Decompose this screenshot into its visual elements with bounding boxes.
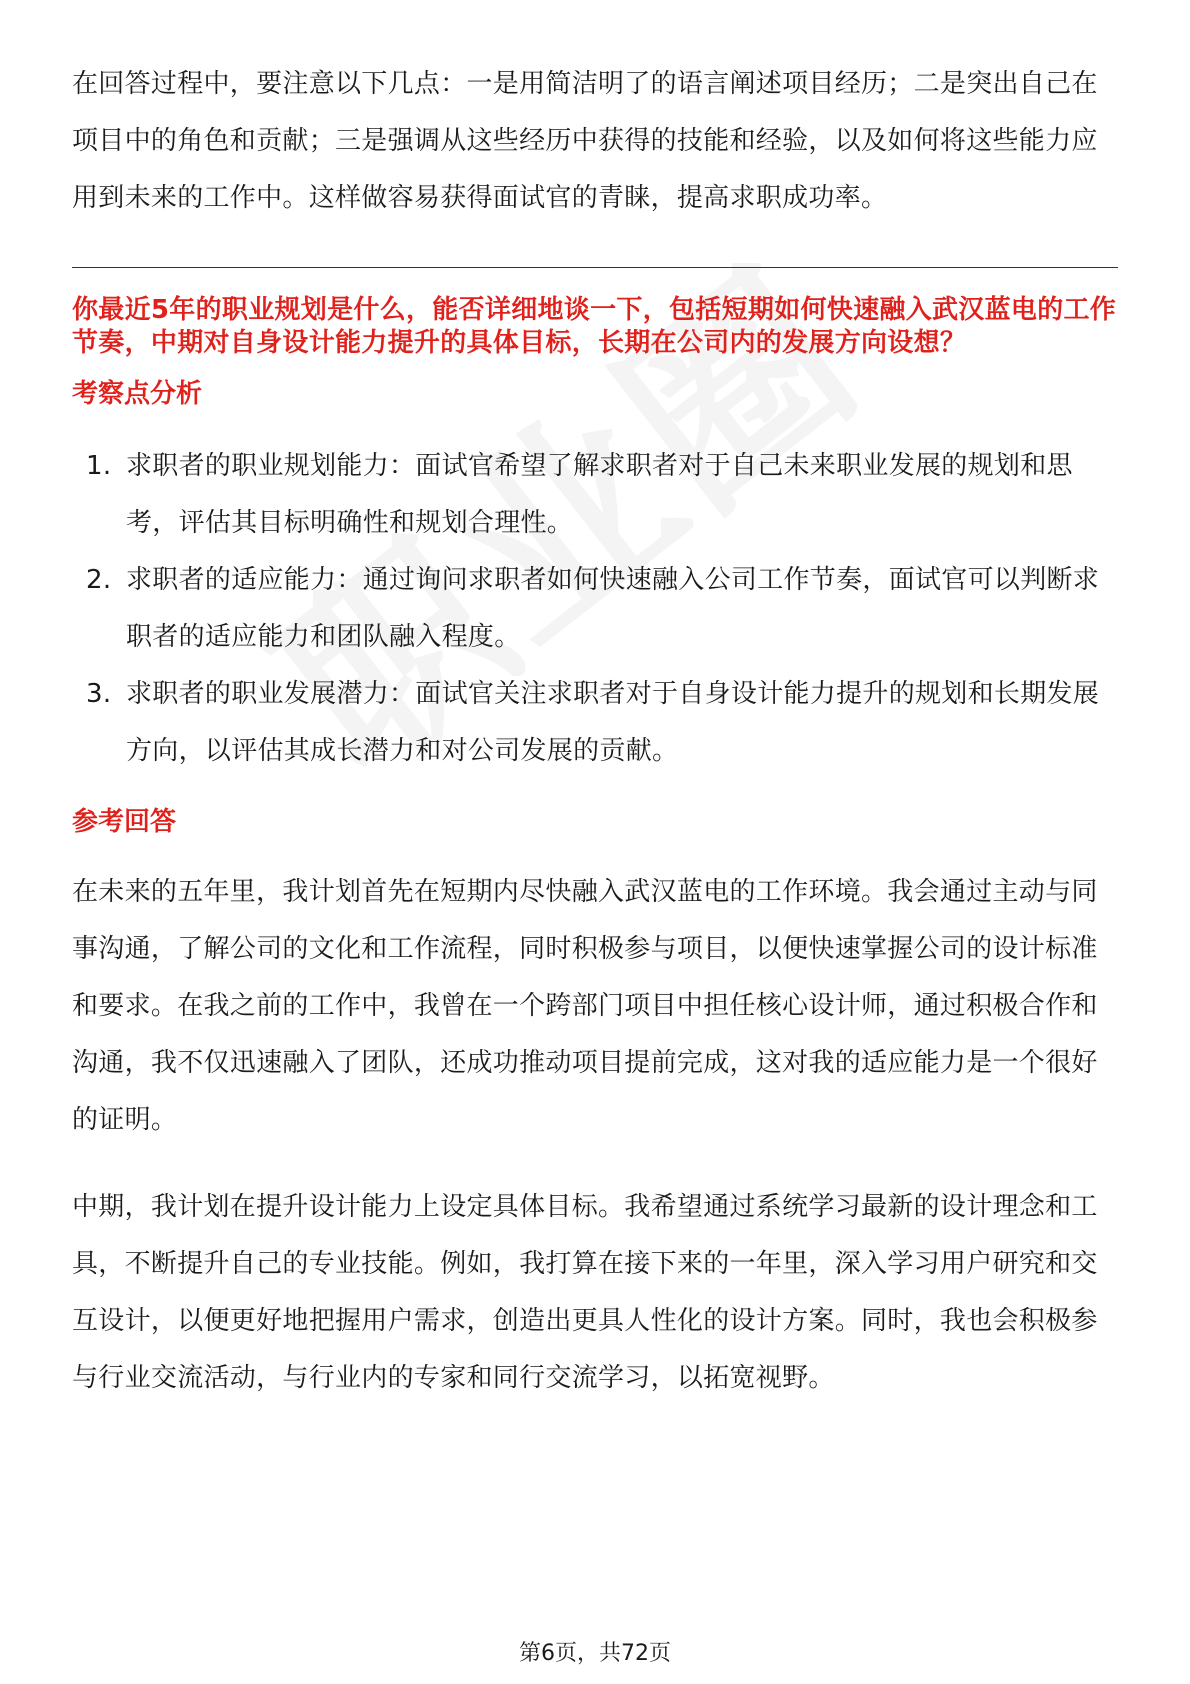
list-item-number: 2. — [86, 565, 112, 595]
interview-question: 你最近5年的职业规划是什么，能否详细地谈一下，包括短期如何快速融入武汉蓝电的工作节奏，中期对自身设计能力提升的具体目标，长期在公司内的发展方向设想？ — [72, 295, 1117, 358]
analysis-list — [72, 438, 1118, 780]
intro-paragraph: 在回答过程中，要注意以下几点：一是用简洁明了的语言阐述项目经历；二是突出自己在项目中的角色和贡献；三是强调从这些经历中获得的技能和经验，以及如何将这些能力应用到未来的工作中。这样做容易获得面试官的青睐，提高求职成功率。 — [72, 69, 1098, 213]
page-content — [72, 56, 1118, 1407]
section-divider — [72, 267, 1118, 268]
analysis-title: 考察点分析 — [72, 379, 203, 409]
list-item-text: 求职者的适应能力：通过询问求职者如何快速融入公司工作节奏，面试官可以判断求职者的适应能力和团队融入程度。 — [126, 565, 1100, 652]
list-item — [72, 438, 1118, 552]
list-item-number: 3. — [86, 679, 112, 709]
answer-paragraph: 中期，我计划在提升设计能力上设定具体目标。我希望通过系统学习最新的设计理念和工具，不断提升自己的专业技能。例如，我打算在接下来的一年里，深入学习用户研究和交互设计，以便更好地把握用户需求，创造出更具人性化的设计方案。同时，我也会积极参与行业交流活动，与行业内的专家和同行交流学习，以拓宽视野。 — [72, 1192, 1098, 1393]
answer-paragraph: 在未来的五年里，我计划首先在短期内尽快融入武汉蓝电的工作环境。我会通过主动与同事沟通，了解公司的文化和工作流程，同时积极参与项目，以便快速掌握公司的设计标准和要求。在我之前的工作中，我曾在一个跨部门项目中担任核心设计师，通过积极合作和沟通，我不仅迅速融入了团队，还成功推动项目提前完成，这对我的适应能力是一个很好的证明。 — [72, 877, 1098, 1135]
page-number-footer: 第6页，共72页 — [519, 1641, 671, 1666]
list-item-text: 求职者的职业规划能力：面试官希望了解求职者对于自己未来职业发展的规划和思考，评估其目标明确性和规划合理性。 — [126, 451, 1073, 538]
list-item — [72, 552, 1118, 666]
answer-title: 参考回答 — [72, 807, 177, 837]
list-item-number: 1. — [86, 451, 112, 481]
list-item-text: 求职者的职业发展潜力：面试官关注求职者对于自身设计能力提升的规划和长期发展方向，以评估其成长潜力和对公司发展的贡献。 — [126, 679, 1100, 766]
list-item — [72, 666, 1118, 780]
